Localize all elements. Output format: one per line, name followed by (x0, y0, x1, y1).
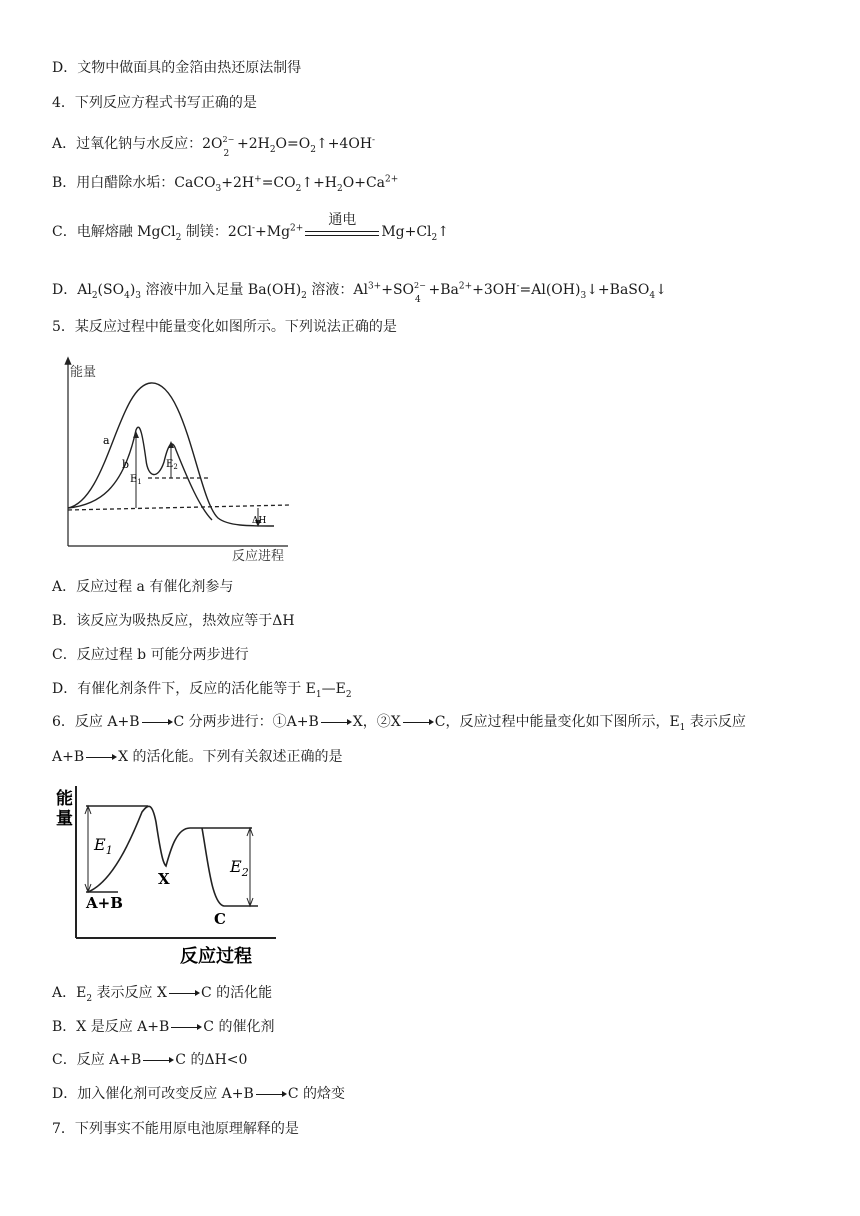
q4-option-a (52, 134, 376, 159)
sup: 2+ (385, 174, 399, 185)
q6-option-c (52, 1050, 247, 1070)
q4-option-b (52, 173, 398, 193)
eq-part: +Ba (424, 282, 459, 298)
sub: 4 (649, 290, 656, 301)
eq-part: C 的ΔH<0 (175, 1052, 248, 1068)
sub: 2 (310, 144, 316, 155)
superscript-subscript (222, 135, 235, 159)
sub: 3 (580, 290, 587, 301)
sub: 2 (91, 290, 98, 301)
q3-option-d (52, 58, 301, 78)
curve-b-label: b (122, 458, 130, 471)
sub: 2 (269, 144, 276, 155)
eq-part: ↓ (655, 282, 667, 298)
eq-part: X 的活化能。下列有关叙述正确的是 (118, 749, 343, 765)
y-axis-label-1: 能 (56, 789, 73, 809)
sup: - (251, 223, 255, 234)
sub: 1 (679, 722, 686, 733)
option-label: D． (52, 60, 78, 76)
eq-part: A．E (52, 985, 87, 1001)
option-label: 制镁： (181, 224, 228, 240)
sub: 4 (415, 295, 421, 305)
x-axis-label: 反应进程 (232, 549, 285, 564)
eq-part: (SO (97, 282, 125, 298)
curve-b (68, 427, 212, 520)
reactant-ab-label: A+B (86, 894, 123, 912)
condition-text: 通电 (328, 212, 357, 228)
q5-energy-diagram (48, 350, 308, 568)
eq-part: +SO (381, 282, 415, 298)
sup: 3+ (367, 281, 382, 292)
q4-option-d (52, 280, 667, 305)
reaction-arrow (319, 717, 353, 727)
q4-option-c (52, 212, 449, 243)
eq-part: CaCO (174, 175, 216, 191)
eq-part: D．加入催化剂可改变反应 A+B (52, 1086, 254, 1102)
q6-energy-diagram (52, 782, 292, 968)
option-label: C．电解熔融 MgCl (52, 224, 176, 240)
eq-part: X，②X (352, 714, 401, 730)
eq-part: 表示反应 (685, 714, 746, 730)
q6-option-d (52, 1084, 345, 1104)
reaction-arrow (141, 1055, 175, 1065)
eq-part: C，反应过程中能量变化如下图所示，E (434, 714, 680, 730)
sub: 2 (431, 232, 438, 243)
e2-label: $E_2$ (230, 857, 249, 879)
q5-option-b: B．该反应为吸热反应，热效应等于ΔH (52, 613, 295, 629)
reaction-arrow (140, 717, 174, 727)
reaction-arrow (84, 752, 118, 762)
eq-part: 溶液：Al (306, 282, 368, 298)
sub: 3 (135, 290, 142, 301)
intermediate-x-label: X (158, 870, 170, 888)
eq-part: +2H (221, 175, 255, 191)
eq-part: ↑ (437, 224, 449, 240)
superscript-subscript (414, 281, 426, 305)
q5-option-a: A．反应过程 a 有催化剂参与 (52, 579, 234, 595)
y-axis-label-2: 量 (56, 809, 73, 829)
e1-label: $E_1$ (94, 835, 113, 857)
eq-part: C 的催化剂 (203, 1019, 275, 1035)
eq-part: +Mg (255, 224, 291, 240)
eq-part: A+B (52, 749, 85, 765)
sub: 2 (301, 290, 307, 301)
eq-part: B．X 是反应 A+B (52, 1019, 170, 1035)
y-axis-label: 能量 (70, 365, 97, 380)
reaction-arrow (401, 717, 435, 727)
eq-part: +3OH (472, 282, 517, 298)
double-line (305, 231, 379, 236)
q6-stem-line2 (52, 747, 343, 767)
curve-a-label: a (103, 434, 110, 447)
sub: 2 (223, 149, 230, 159)
eq-part: O+Ca (342, 175, 386, 191)
q7-stem: 7．下列事实不能用原电池原理解释的是 (52, 1121, 299, 1137)
sub: 2 (295, 183, 302, 194)
eq-part: ↑+H (301, 175, 338, 191)
sub: 1 (315, 689, 322, 700)
q4-stem: 4．下列反应方程式书写正确的是 (52, 95, 257, 111)
option-label: A．过氧化钠与水反应： (52, 136, 203, 152)
q5-stem: 5．某反应过程中能量变化如图所示。下列说法正确的是 (52, 319, 397, 335)
q5-option-c: C．反应过程 b 可能分两步进行 (52, 647, 249, 663)
eq-part: Mg+Cl (381, 224, 432, 240)
sup: 2+ (290, 223, 304, 234)
sup: - (372, 135, 376, 146)
sup: 2+ (458, 281, 473, 292)
eq-part: =Al(OH) (519, 282, 581, 298)
dh-label: ΔH (252, 516, 267, 526)
eq-part: D．有催化剂条件下，反应的活化能等于 E (52, 681, 316, 697)
eq-part: ) (129, 282, 136, 298)
eq-part: =CO (261, 175, 296, 191)
q6-option-b (52, 1017, 274, 1037)
e2-label: $E_2$ (166, 459, 178, 471)
eq-part: 2Cl (227, 224, 252, 240)
eq-part: 表示反应 X (92, 985, 167, 1001)
eq-part: +2H (232, 136, 270, 152)
eq-part: D．Al (52, 282, 92, 298)
sub: 2 (86, 993, 93, 1004)
q6-stem-line1 (52, 712, 746, 732)
eq-part: 溶液中加入足量 Ba(OH) (141, 282, 302, 298)
reactant-level (68, 505, 290, 510)
eq-part: C 分两步进行：①A+B (173, 714, 319, 730)
sup: 2− (414, 281, 426, 290)
reaction-arrow (169, 1022, 203, 1032)
sup: - (516, 281, 520, 292)
eq-part: C 的焓变 (287, 1086, 345, 1102)
option-label: B．用白醋除水垢： (52, 175, 175, 191)
sub: 2 (337, 183, 343, 194)
x-axis-label: 反应过程 (180, 946, 252, 967)
sup: + (254, 174, 262, 185)
sub: 3 (215, 183, 222, 194)
eq-part: C．反应 A+B (52, 1052, 142, 1068)
eq-part: ↑+4OH (315, 136, 373, 152)
eq-part: —E (321, 681, 346, 697)
q6-option-a (52, 983, 272, 1003)
eq-part: 6．反应 A+B (52, 714, 140, 730)
electrolysis-equals-sign (303, 212, 381, 242)
eq-part: 2O (202, 136, 223, 152)
product-c-label: C (214, 910, 226, 928)
q5-option-d (52, 679, 352, 699)
e1-label: $E_1$ (130, 474, 142, 486)
reaction-arrow (167, 988, 201, 998)
sup: 2− (222, 135, 235, 144)
eq-part: C 的活化能 (200, 985, 273, 1001)
option-text: 文物中做面具的金箔由热还原法制得 (77, 60, 302, 76)
reaction-arrow (254, 1089, 288, 1099)
sub: 2 (345, 689, 352, 700)
sub: 4 (124, 290, 130, 301)
eq-part: ↓+BaSO (586, 282, 650, 298)
sub: 2 (175, 232, 182, 243)
eq-part: O=O (275, 136, 311, 152)
